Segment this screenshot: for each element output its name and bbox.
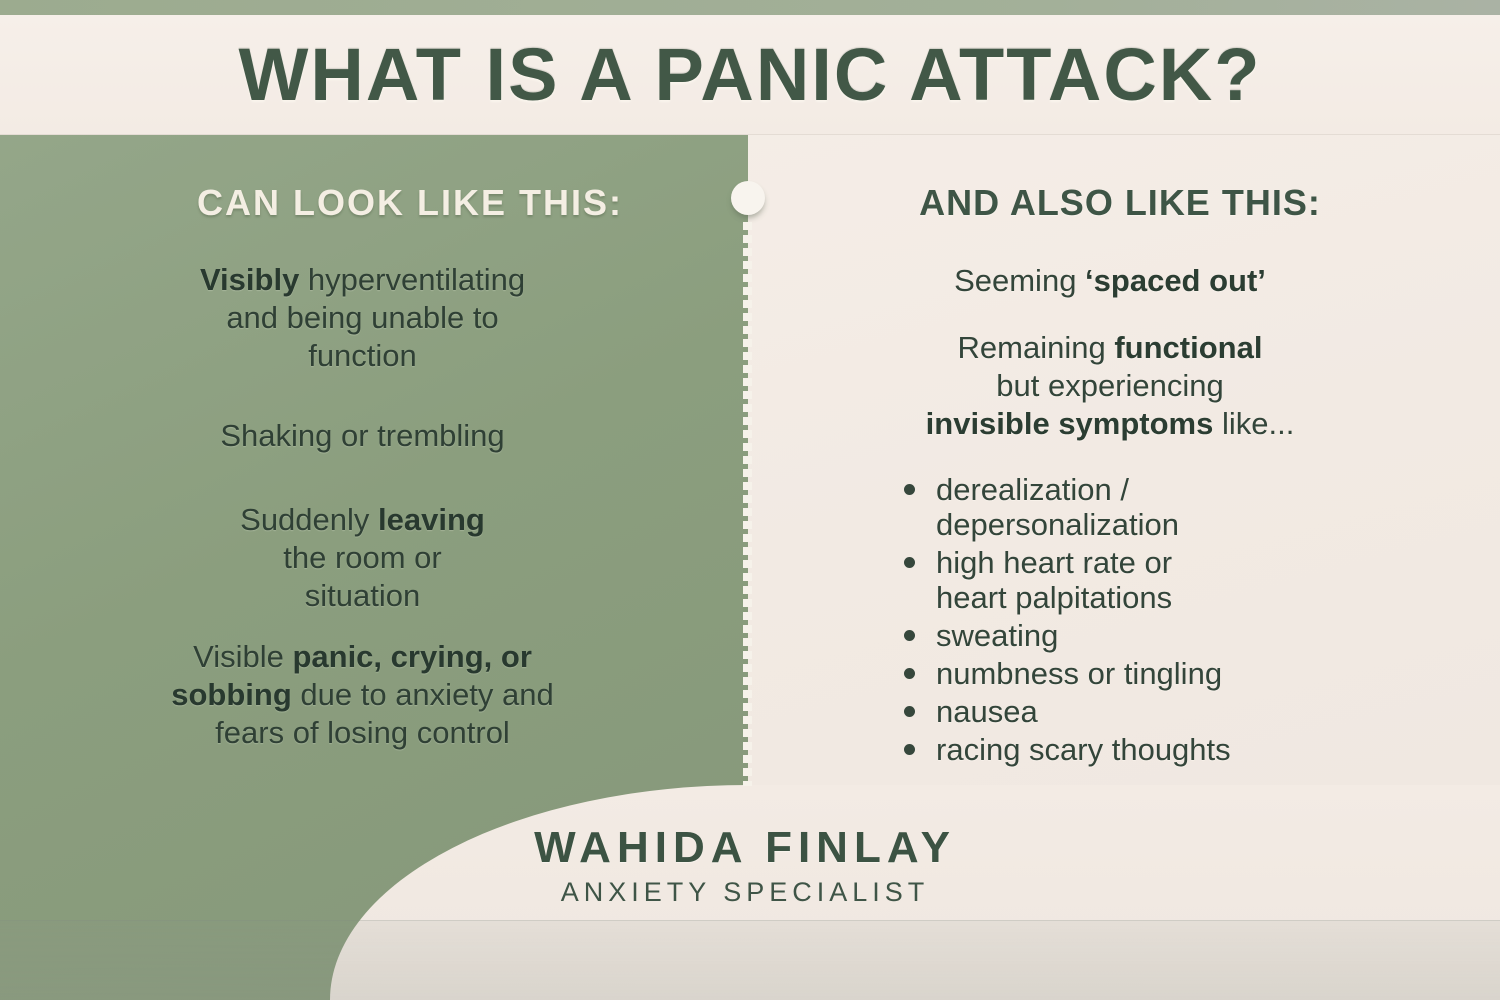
- perforation-line: [743, 222, 752, 786]
- footer-name: WAHIDA FINLAY: [534, 823, 956, 872]
- text-segment: Suddenly: [240, 502, 379, 537]
- bullet-dot: [904, 668, 915, 679]
- symptom-item-crying: [40, 638, 685, 752]
- text-line: [40, 501, 685, 539]
- symptom-item-hyperventilating: [40, 261, 685, 375]
- text-line: [40, 417, 685, 455]
- text-segment: heart palpitations: [936, 580, 1173, 615]
- text-line: [40, 261, 685, 299]
- text-segment: racing scary thoughts: [936, 732, 1231, 767]
- text-segment: Visible: [193, 639, 293, 674]
- text-line: [845, 367, 1375, 405]
- title-band: [0, 15, 1500, 135]
- text-segment: situation: [304, 578, 421, 613]
- text-segment: depersonalization: [936, 507, 1180, 542]
- text-line: [845, 262, 1375, 300]
- text-segment: function: [308, 338, 417, 373]
- bullet-dot: [904, 484, 915, 495]
- text-segment: fears of losing control: [215, 715, 510, 750]
- text-segment: sweating: [936, 618, 1059, 653]
- text-segment: Remaining: [957, 330, 1115, 365]
- text-segment: but experiencing: [996, 368, 1224, 403]
- text-segment: high heart rate or: [936, 545, 1173, 580]
- text-segment-bold: invisible symptoms: [925, 406, 1214, 441]
- text-segment: derealization /: [936, 472, 1130, 507]
- text-segment-bold: ‘spaced out’: [1085, 263, 1266, 298]
- top-accent-strip: [0, 0, 1500, 15]
- text-line: [40, 337, 685, 375]
- text-segment-bold: sobbing: [171, 677, 292, 712]
- text-segment: and being unable to: [226, 300, 499, 335]
- bullet-item-sweating: [902, 618, 1422, 653]
- bullet-item-derealization: [902, 472, 1422, 542]
- bullet-item-heart-rate: [902, 545, 1422, 615]
- text-segment: due to anxiety and: [291, 677, 554, 712]
- page-title: WHAT IS A PANIC ATTACK?: [238, 33, 1262, 116]
- bullet-dot: [904, 630, 915, 641]
- divider-dot: [731, 181, 765, 215]
- bullet-item-nausea: [902, 694, 1422, 729]
- invisible-symptoms-list: [902, 472, 1422, 770]
- intro-invisible-symptoms: [845, 329, 1375, 443]
- footer-role: ANXIETY SPECIALIST: [560, 877, 930, 907]
- text-line: [40, 676, 685, 714]
- text-line: [40, 638, 685, 676]
- text-segment: nausea: [936, 694, 1038, 729]
- bullet-dot: [904, 557, 915, 568]
- bullet-item-racing-thoughts: [902, 732, 1422, 767]
- text-segment: Shaking or trembling: [220, 418, 505, 453]
- text-segment: the room or: [283, 540, 442, 575]
- text-segment-bold: Visibly: [199, 262, 300, 297]
- text-segment-bold: leaving: [378, 502, 485, 537]
- text-segment: hyperventilating: [299, 262, 526, 297]
- text-line: [40, 539, 685, 577]
- text-segment: Seeming: [954, 263, 1086, 298]
- bullet-item-numbness: [902, 656, 1422, 691]
- text-segment: numbness or tingling: [936, 656, 1223, 691]
- left-heading: CAN LOOK LIKE THIS:: [197, 182, 623, 223]
- text-segment-bold: functional: [1114, 330, 1263, 365]
- symptom-item-shaking: [40, 417, 685, 455]
- text-line: [40, 299, 685, 337]
- text-line: [845, 329, 1375, 367]
- bullet-dot: [904, 706, 915, 717]
- symptom-item-leaving: [40, 501, 685, 615]
- text-line: [40, 714, 685, 752]
- intro-spaced-out: [845, 262, 1375, 300]
- text-segment: like...: [1213, 406, 1295, 441]
- text-line: [40, 577, 685, 615]
- bullet-dot: [904, 744, 915, 755]
- right-heading: AND ALSO LIKE THIS:: [919, 182, 1321, 223]
- text-line: [845, 405, 1375, 443]
- text-segment-bold: panic, crying, or: [292, 639, 532, 674]
